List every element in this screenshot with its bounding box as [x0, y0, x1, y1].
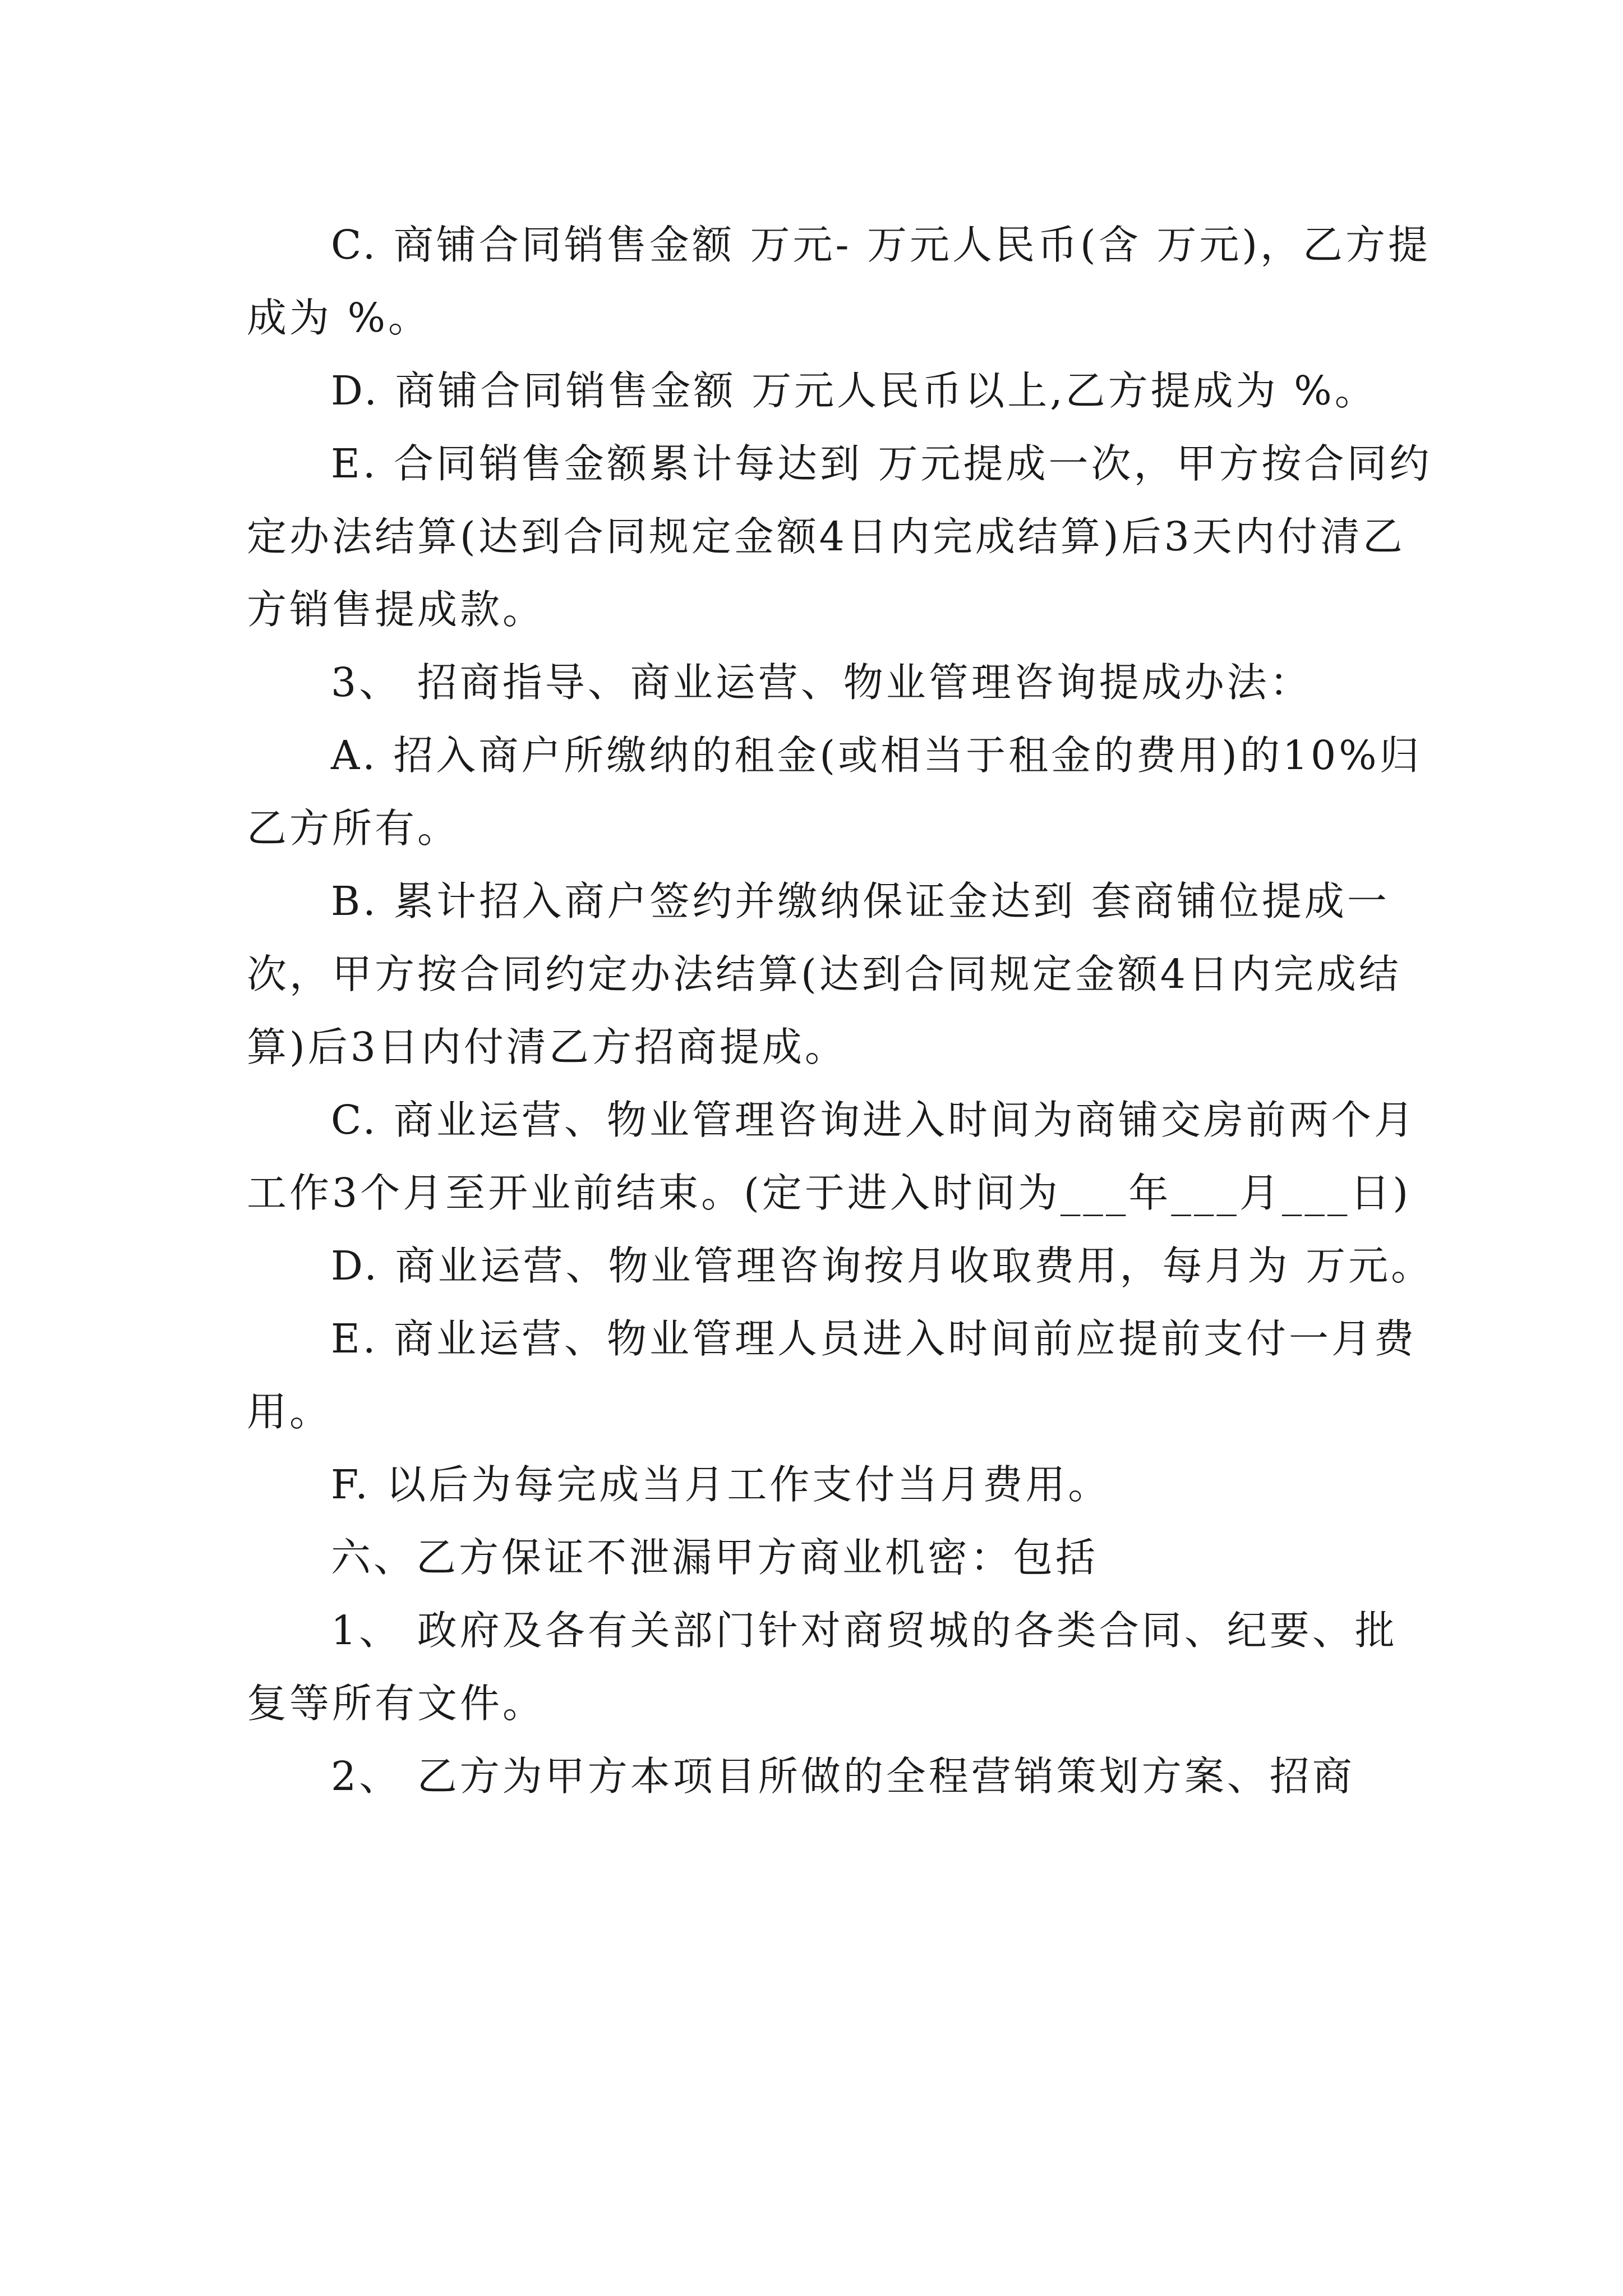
paragraph-clause-b-deposit: B. 累计招入商户签约并缴纳保证金达到 套商铺位提成一次，甲方按合同约定办法结算(达到合同规定金额4日内完成结算)后3日内付清乙方招商提成。 — [247, 878, 1401, 1070]
paragraph-item-1-documents: 1、 政府及各有关部门针对商贸城的各类合同、纪要、批复等所有文件。 — [247, 1607, 1398, 1727]
paragraph-clause-a-rent: A. 招入商户所缴纳的租金(或相当于租金的费用)的10%归乙方所有。 — [247, 732, 1422, 852]
paragraph-clause-f-monthly-payment: F. 以后为每完成当月工作支付当月费用。 — [331, 1461, 1111, 1508]
paragraph-clause-c-operations-timing: C. 商业运营、物业管理咨询进入时间为商铺交房前两个月工作3个月至开业前结束。(定于进入时间为___年___月___日) — [247, 1097, 1417, 1216]
paragraph-clause-d-monthly-fee: D. 商业运营、物业管理咨询按月收取费用，每月为 万元。 — [331, 1243, 1434, 1289]
paragraph-section-3-heading: 3、 招商指导、商业运营、物业管理咨询提成办法： — [331, 659, 1312, 706]
paragraph-item-2-marketing-plan: 2、 乙方为甲方本项目所做的全程营销策划方案、招商 — [331, 1753, 1355, 1800]
paragraph-section-6-heading: 六、乙方保证不泄漏甲方商业机密：包括 — [331, 1534, 1099, 1581]
paragraph-clause-c-sales-amount: C. 商铺合同销售金额 万元- 万元人民币(含 万元)，乙方提成为 %。 — [247, 222, 1431, 341]
paragraph-clause-e-advance-payment: E. 商业运营、物业管理人员进入时间前应提前支付一月费用。 — [247, 1315, 1417, 1435]
paragraph-clause-d-sales-amount: D. 商铺合同销售金额 万元人民币以上,乙方提成为 %。 — [331, 367, 1377, 414]
document-body — [247, 209, 1436, 1813]
paragraph-clause-e-settlement: E. 合同销售金额累计每达到 万元提成一次，甲方按合同约定办法结算(达到合同规定金额4日内完成结算)后3天内付清乙方销售提成款。 — [247, 440, 1432, 633]
